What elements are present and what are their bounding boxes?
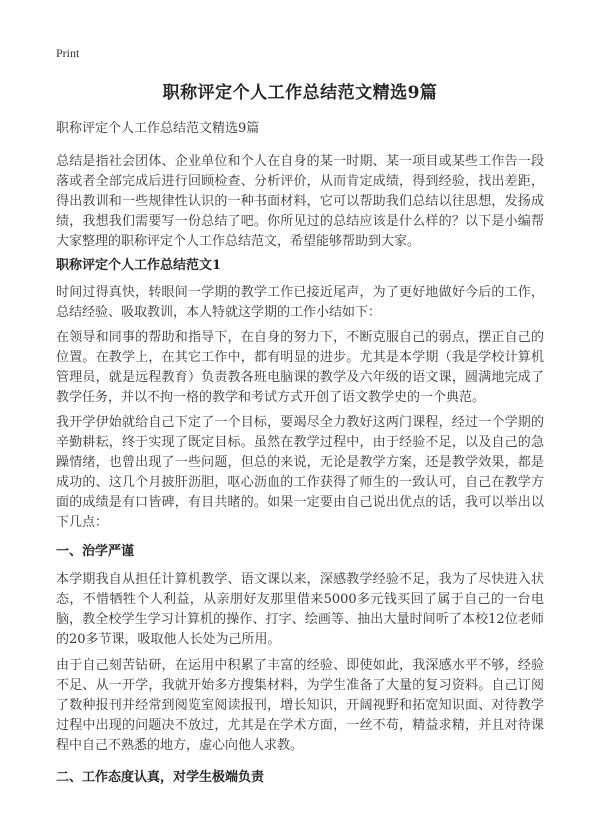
section1-paragraph-3: 我开学伊始就给自己下定了一个目标，要竭尽全力教好这两门课程，经过一个学期的辛勤耕耘，终于实现了既定目标。虽然在教学过程中，由于经验不足，以及自己的急躁情绪，也曾出现了一些问题，但总的来说，无论是教学方案，还是教学效果，都是成功的、这几个月披肝沥胆，呕心沥血的工作获得了师生的一致认可，自己在教学方面的成绩是有口皆碑，有目共睹的。如果一定要由自己说出优点的话，我可以举出以下几点： (56, 415, 544, 530)
section1-paragraph-2: 在领导和同事的帮助和指导下，在自身的努力下，不断克服自己的弱点，摆正自己的位置。在教学上，在其它工作中，都有明显的进步。尤其是本学期（我是学校计算机管理员，就是远程教育）负责教各班电脑课的教学及六年级的语文课，圆满地完成了教学任务，并以不拘一格的教学和考试方式开创了语文教学史的一个典范。 (56, 330, 544, 405)
page-title: 职称评定个人工作总结范文精选9篇 (162, 83, 438, 103)
point1-paragraph-2: 由于自己刻苦钻研，在运用中积累了丰富的经验、即使如此，我深感水平不够，经验不足、从一开学，我就开始多方搜集材料，为学生准备了大量的复习资料。自己订阅了数种报刊并经常到阅览室阅读报刊，增长知识，开阔视野和拓宽知识面、对待教学过程中出现的问题决不放过，尤其是在学术方面，一丝不苟，精益求精，并且对待课程中自己不熟悉的地方，虚心向他人求教。 (56, 658, 544, 753)
intro-paragraph: 总结是指社会团体、企业单位和个人在自身的某一时期、某一项目或某些工作告一段落或者全部完成后进行回顾检查、分析评价，从而肯定成绩，得到经验，找出差距，得出教训和一些规律性认识的一种书面材料，它可以帮助我们总结以往思想，发扬成绩，我想我们需要写一份总结了吧。你所见过的总结应该是什么样的？以下是小编帮大家整理的职称评定个人工作总结范文，希望能够帮助到大家。 (56, 154, 544, 249)
point-heading-1: 一、治学严谨 (56, 544, 135, 559)
section1-paragraph-1: 时间过得真快，转眼间一学期的教学工作已接近尾声，为了更好地做好今后的工作，总结经验、吸取教训，本人特就这学期的工作小结如下： (56, 285, 544, 320)
document-subtitle: 职称评定个人工作总结范文精选9篇 (56, 121, 260, 136)
print-link[interactable]: Print (56, 46, 80, 60)
point-heading-2: 二、工作态度认真，对学生极端负责 (56, 770, 265, 785)
point1-paragraph-1: 本学期我自从担任计算机教学、语文课以来，深感教学经验不足，我为了尽快进入状态，不惜牺牲个人利益，从亲朋好友那里借来5000多元钱买回了属于自己的一台电脑，教全校学生学习计算机的操作、打字、绘画等、抽出大量时间听了本校12位老师的20多节课，吸取他人长处为己所用。 (56, 572, 544, 647)
section-heading-1: 职称评定个人工作总结范文1 (56, 258, 222, 273)
